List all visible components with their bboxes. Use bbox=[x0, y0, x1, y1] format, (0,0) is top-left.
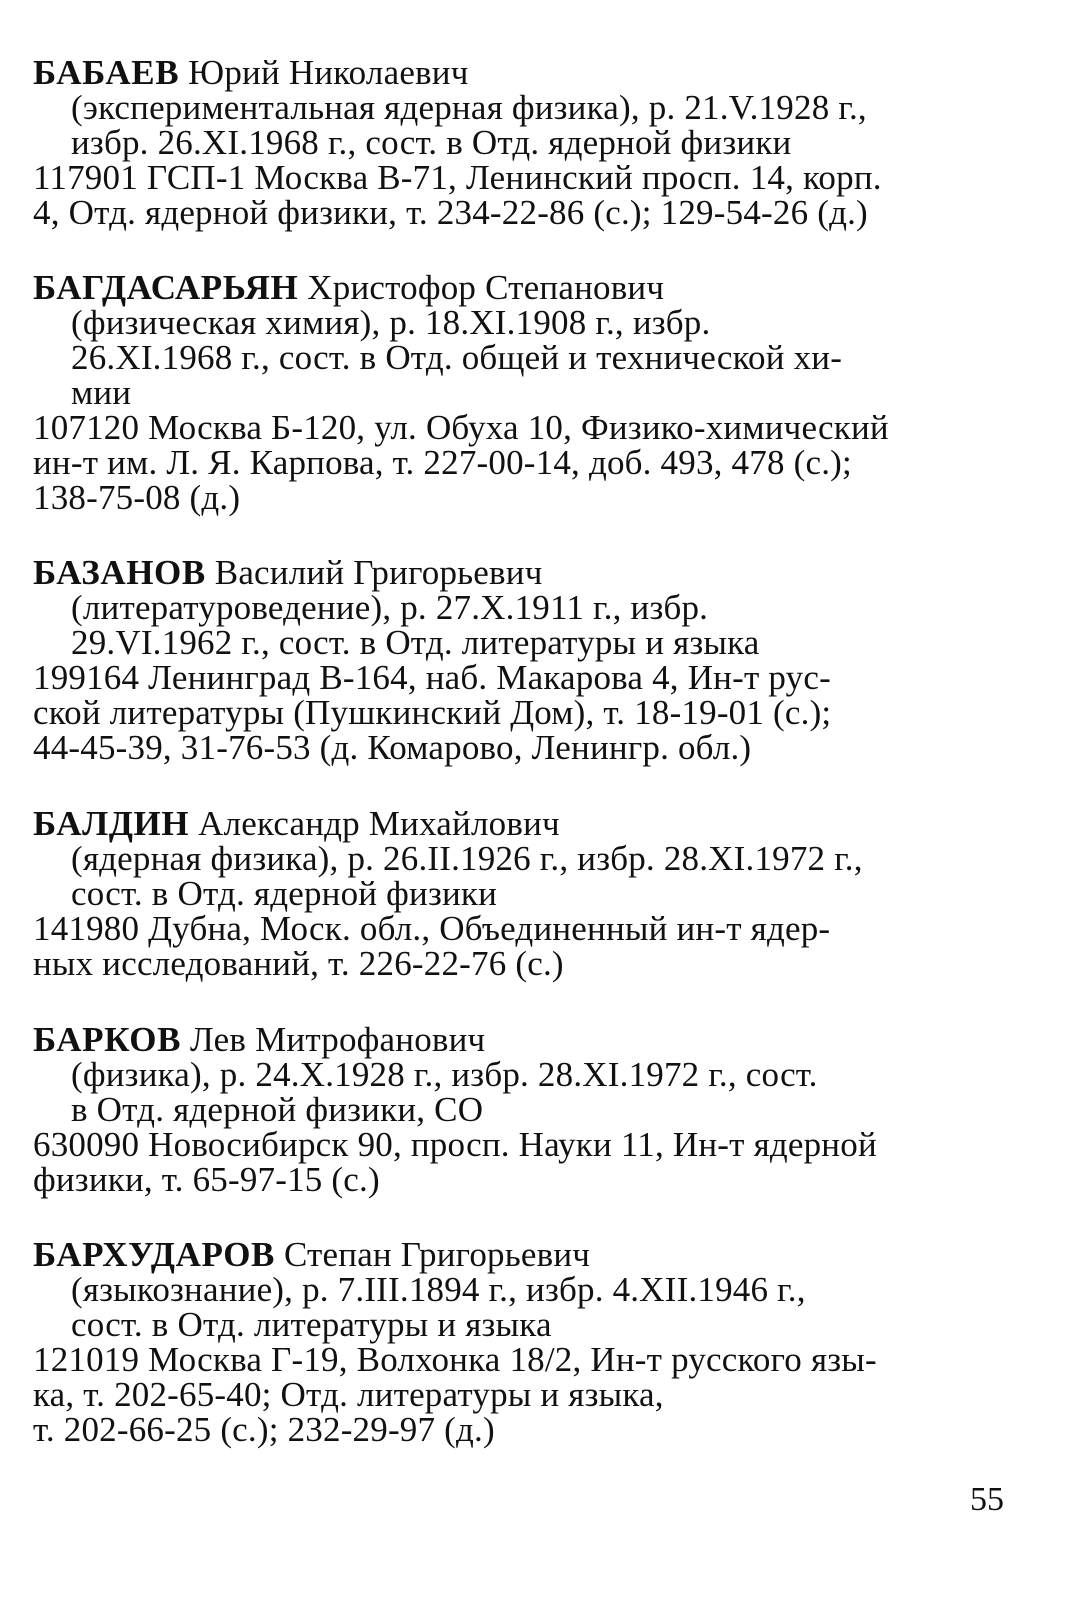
entry-info-line: 26.XI.1968 г., сост. в Отд. общей и технической хи- bbox=[71, 338, 843, 377]
entry-info-line: (ядерная физика), р. 26.II.1926 г., избр. 28.XI.1972 г., bbox=[71, 839, 863, 878]
entry-address-line: физики, т. 65-97-15 (с.) bbox=[33, 1160, 380, 1199]
entry-barkhudarov bbox=[33, 1237, 1005, 1447]
entry-info-line: мии bbox=[71, 373, 132, 412]
entry-given-name: Василий Григорьевич bbox=[214, 553, 543, 592]
entry-babaev bbox=[33, 55, 1005, 230]
entry-address-line: 117901 ГСП-1 Москва В-71, Ленинский просп. 14, корп. bbox=[33, 158, 882, 197]
entry-address-line: ных исследований, т. 226-22-76 (с.) bbox=[33, 944, 564, 983]
entry-address-line: 121019 Москва Г-19, Волхонка 18/2, Ин-т русского язы- bbox=[33, 1340, 877, 1379]
entry-heading bbox=[33, 55, 1005, 90]
entry-address-line: т. 202-66-25 (с.); 232-29-97 (д.) bbox=[33, 1410, 495, 1449]
entry-surname: БАЗАНОВ bbox=[33, 553, 206, 592]
entry-bagdasaryan bbox=[33, 270, 1005, 515]
entry-address-line: ин-т им. Л. Я. Карпова, т. 227-00-14, доб. 493, 478 (с.); bbox=[33, 443, 852, 482]
entry-address-line: 138-75-08 (д.) bbox=[33, 478, 241, 517]
entry-heading bbox=[33, 555, 1005, 590]
entry-info-line: (физика), р. 24.X.1928 г., избр. 28.XI.1972 г., сост. bbox=[71, 1055, 818, 1094]
entry-heading bbox=[33, 270, 1005, 305]
entry-info-line: (языкознание), р. 7.III.1894 г., избр. 4.XII.1946 г., bbox=[71, 1270, 806, 1309]
page-number: 55 bbox=[970, 1481, 1004, 1518]
entry-address-line: 199164 Ленинград В-164, наб. Макарова 4, Ин-т рус- bbox=[33, 658, 831, 697]
entry-surname: БАГДАСАРЬЯН bbox=[33, 268, 299, 307]
entry-given-name: Юрий Николаевич bbox=[188, 53, 469, 92]
entry-surname: БАРХУДАРОВ bbox=[33, 1235, 275, 1274]
entry-barkov bbox=[33, 1022, 1005, 1197]
entry-address-line: ской литературы (Пушкинский Дом), т. 18-19-01 (с.); bbox=[33, 693, 832, 732]
entry-surname: БАБАЕВ bbox=[33, 53, 180, 92]
entry-surname: БАЛДИН bbox=[33, 804, 190, 843]
entry-address-line: 4, Отд. ядерной физики, т. 234-22-86 (с.); 129-54-26 (д.) bbox=[33, 193, 868, 232]
entry-info-line: (физическая химия), р. 18.XI.1908 г., избр. bbox=[71, 303, 711, 342]
entry-baldin bbox=[33, 806, 1005, 981]
entry-info-line: 29.VI.1962 г., сост. в Отд. литературы и языка bbox=[71, 623, 760, 662]
entry-given-name: Лев Митрофанович bbox=[189, 1020, 486, 1059]
entry-address-line: 141980 Дубна, Моск. обл., Объединенный ин-т ядер- bbox=[33, 909, 831, 948]
entry-given-name: Степан Григорьевич bbox=[283, 1235, 591, 1274]
entry-info-line: сост. в Отд. литературы и языка bbox=[71, 1305, 552, 1344]
entry-info-line: (экспериментальная ядерная физика), р. 21.V.1928 г., bbox=[71, 88, 867, 127]
entry-address-line: 107120 Москва Б-120, ул. Обуха 10, Физико-химический bbox=[33, 408, 889, 447]
entry-info-line: избр. 26.XI.1968 г., сост. в Отд. ядерной физики bbox=[71, 123, 792, 162]
entry-bazanov bbox=[33, 555, 1005, 765]
entry-given-name: Христофор Степанович bbox=[307, 268, 665, 307]
entry-address-line: 630090 Новосибирск 90, просп. Науки 11, Ин-т ядерной bbox=[33, 1125, 877, 1164]
entry-info-line: в Отд. ядерной физики, СО bbox=[71, 1090, 484, 1129]
entry-info-line: (литературоведение), р. 27.X.1911 г., избр. bbox=[71, 588, 709, 627]
entry-address-line: 44-45-39, 31-76-53 (д. Комарово, Ленингр. обл.) bbox=[33, 728, 752, 767]
entry-heading bbox=[33, 1237, 1005, 1272]
entry-surname: БАРКОВ bbox=[33, 1020, 182, 1059]
entry-heading bbox=[33, 806, 1005, 841]
entry-address-line: ка, т. 202-65-40; Отд. литературы и языка, bbox=[33, 1375, 664, 1414]
entry-given-name: Александр Михайлович bbox=[198, 804, 560, 843]
entry-heading bbox=[33, 1022, 1005, 1057]
entry-info-line: сост. в Отд. ядерной физики bbox=[71, 874, 498, 913]
